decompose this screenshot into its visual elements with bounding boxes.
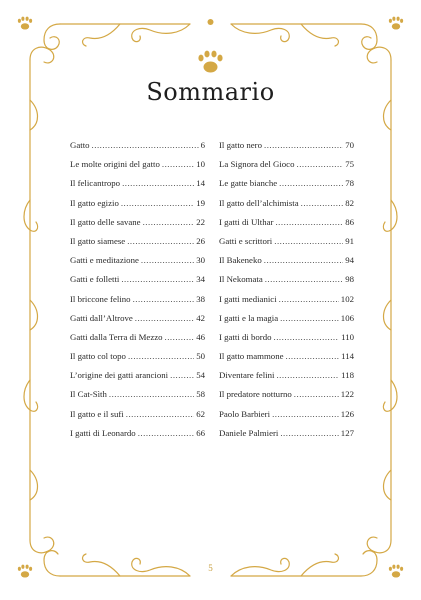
paw-print-icon	[389, 17, 403, 30]
toc-leader-dots	[133, 292, 195, 306]
toc-leader-dots	[264, 138, 343, 152]
toc-entry-title: Daniele Palmieri	[219, 427, 279, 438]
toc-entry-page: 62	[196, 408, 205, 419]
toc-entry[interactable]	[219, 157, 354, 176]
toc-leader-dots	[165, 330, 195, 344]
toc-entry[interactable]	[70, 368, 205, 387]
toc-entry-title: Gatti e meditazione	[70, 255, 139, 266]
toc-entry-page: 94	[345, 255, 354, 266]
toc-entry[interactable]	[70, 234, 205, 253]
toc-leader-dots	[274, 330, 340, 344]
toc-leader-dots	[126, 407, 194, 421]
toc-leader-dots	[128, 349, 194, 363]
toc-leader-dots	[138, 426, 194, 440]
toc-entry-page: 122	[340, 389, 354, 400]
toc-entry-title: Il gatto nero	[219, 140, 262, 150]
toc-entry[interactable]	[70, 330, 205, 349]
toc-entry[interactable]	[219, 330, 354, 349]
toc-entry-page: 19	[196, 197, 205, 208]
toc-entry[interactable]	[219, 292, 354, 311]
toc-entry[interactable]	[70, 272, 205, 291]
toc-leader-dots	[264, 253, 343, 267]
toc-entry-title: Il Bakeneko	[219, 255, 262, 266]
toc-entry-title: Il gatto col topo	[70, 351, 126, 362]
toc-entry-title: I gatti di Leonardo	[70, 427, 136, 438]
toc-leader-dots	[141, 253, 194, 267]
toc-entry-title: Le gatte bianche	[219, 178, 278, 189]
toc-entry-page: 98	[345, 274, 354, 285]
toc-entry-title: Gatti e folletti	[70, 274, 120, 285]
toc-entry-page: 58	[196, 389, 205, 400]
toc-entry-title: I gatti di Ulthar	[219, 216, 274, 227]
toc-entry[interactable]	[219, 234, 354, 253]
toc-entry-page: 86	[345, 216, 354, 227]
toc-leader-dots	[92, 138, 199, 152]
toc-entry-title: Il gatto dell’alchimista	[219, 197, 299, 208]
toc-entry[interactable]	[70, 349, 205, 368]
toc-entry[interactable]	[70, 176, 205, 195]
paw-print-icon	[18, 17, 32, 30]
toc-leader-dots	[109, 387, 194, 401]
toc-entry-page: 26	[196, 235, 205, 246]
toc-leader-dots	[276, 368, 339, 382]
toc-entry[interactable]	[70, 387, 205, 406]
toc-entry-page: 14	[196, 178, 205, 189]
toc-entry-title: Il felicantropo	[70, 178, 121, 189]
toc-entry[interactable]	[70, 215, 205, 234]
toc-leader-dots	[301, 196, 344, 210]
toc-entry-title: Gatto	[70, 140, 90, 150]
toc-entry[interactable]	[70, 138, 205, 157]
toc-entry-title: Il gatto siamese	[70, 235, 126, 246]
toc-entry-title: Il briccone felino	[70, 293, 131, 304]
toc-entry[interactable]	[70, 426, 205, 445]
toc-entry[interactable]	[219, 272, 354, 291]
toc-entry-page: 91	[345, 235, 354, 246]
toc-leader-dots	[294, 387, 339, 401]
toc-entry[interactable]	[219, 407, 354, 426]
toc-entry-title: Il Cat-Sìth	[70, 389, 107, 400]
toc-leader-dots	[135, 311, 194, 325]
toc-entry[interactable]	[219, 253, 354, 272]
toc-entry[interactable]	[219, 138, 354, 157]
toc-entry-title: L’origine dei gatti arancioni	[70, 370, 169, 381]
toc-leader-dots	[170, 368, 194, 382]
toc-leader-dots	[275, 215, 343, 229]
toc-entry-title: Gatti dall’Altrove	[70, 312, 133, 323]
toc-entry[interactable]	[219, 426, 354, 445]
page-title: Sommario	[146, 78, 275, 106]
toc-leader-dots	[143, 215, 195, 229]
toc-leader-dots	[127, 234, 194, 248]
toc-entry-title: Il predatore notturno	[219, 389, 292, 400]
toc-leader-dots	[162, 157, 194, 171]
toc-entry[interactable]	[70, 311, 205, 330]
toc-leader-dots	[286, 349, 340, 363]
toc-entry-title: Il gatto egizio	[70, 197, 119, 208]
toc-entry-page: 38	[196, 293, 205, 304]
toc-entry-title: Le molte origini del gatto	[70, 159, 160, 170]
toc-entry[interactable]	[70, 157, 205, 176]
toc-entry-page: 42	[196, 312, 205, 323]
toc-entry-title: Il gatto mammone	[219, 351, 284, 362]
toc-leader-dots	[280, 311, 339, 325]
toc-entry-page: 6	[200, 140, 205, 150]
toc-entry-page: 46	[196, 331, 205, 342]
toc-entry-page: 118	[341, 370, 354, 381]
toc-entry-page: 82	[345, 197, 354, 208]
paw-print-icon	[198, 51, 222, 73]
toc-column-right	[219, 138, 354, 445]
toc-entry-page: 50	[196, 351, 205, 362]
toc-entry-title: Il gatto e il sufi	[70, 408, 124, 419]
toc-entry-title: Gatti e scrittori	[219, 235, 273, 246]
toc-entry-title: I gatti e la magia	[219, 312, 279, 323]
toc-entry-title: La Signora del Gioco	[219, 159, 295, 170]
toc-entry-page: 102	[340, 293, 354, 304]
toc-entry-page: 114	[341, 351, 354, 362]
toc-entry[interactable]	[219, 349, 354, 368]
toc-entry-page: 126	[340, 408, 354, 419]
toc-entry-title: Gatti dalla Terra di Mezzo	[70, 331, 163, 342]
toc-column-left	[70, 138, 205, 445]
toc-entry-title: Il Nekomata	[219, 274, 263, 285]
toc-entry[interactable]	[219, 215, 354, 234]
toc-entry-page: 34	[196, 274, 205, 285]
toc-leader-dots	[297, 157, 344, 171]
toc-entry[interactable]	[70, 196, 205, 215]
toc-entry[interactable]	[70, 253, 205, 272]
toc-entry-title: Il gatto delle savane	[70, 216, 141, 227]
toc-entry-page: 66	[196, 427, 205, 438]
toc-entry-title: I gatti di bordo	[219, 331, 272, 342]
toc-leader-dots	[121, 196, 194, 210]
toc-entry-page: 127	[340, 427, 354, 438]
toc-leader-dots	[274, 234, 343, 248]
page-number: 5	[208, 563, 213, 573]
toc-entry[interactable]	[219, 368, 354, 387]
toc-entry[interactable]	[219, 387, 354, 406]
toc-entry-page: 54	[196, 370, 205, 381]
toc-leader-dots	[122, 176, 194, 190]
toc-entry-page: 78	[345, 178, 354, 189]
toc-entry-page: 110	[341, 331, 354, 342]
toc-leader-dots	[279, 292, 339, 306]
toc-entry-page: 10	[196, 159, 205, 170]
toc-entry-title: I gatti medianici	[219, 293, 277, 304]
ornament-dot	[208, 19, 214, 25]
toc-entry-page: 22	[196, 216, 205, 227]
toc-leader-dots	[279, 176, 343, 190]
toc-entry[interactable]	[219, 311, 354, 330]
toc-entry-page: 75	[345, 159, 354, 170]
toc-entry[interactable]	[70, 407, 205, 426]
toc-leader-dots	[121, 272, 194, 286]
toc-entry-page: 30	[196, 255, 205, 266]
toc-entry-title: Diventare felini	[219, 370, 275, 381]
toc-entry[interactable]	[219, 196, 354, 215]
toc-entry-page: 70	[345, 140, 354, 150]
toc-entry-title: Paolo Barbieri	[219, 408, 271, 419]
toc-entry[interactable]	[70, 292, 205, 311]
toc-entry[interactable]	[219, 176, 354, 195]
toc-leader-dots	[265, 272, 343, 286]
toc-entry-page: 106	[340, 312, 354, 323]
toc-leader-dots	[280, 426, 338, 440]
toc-leader-dots	[272, 407, 339, 421]
